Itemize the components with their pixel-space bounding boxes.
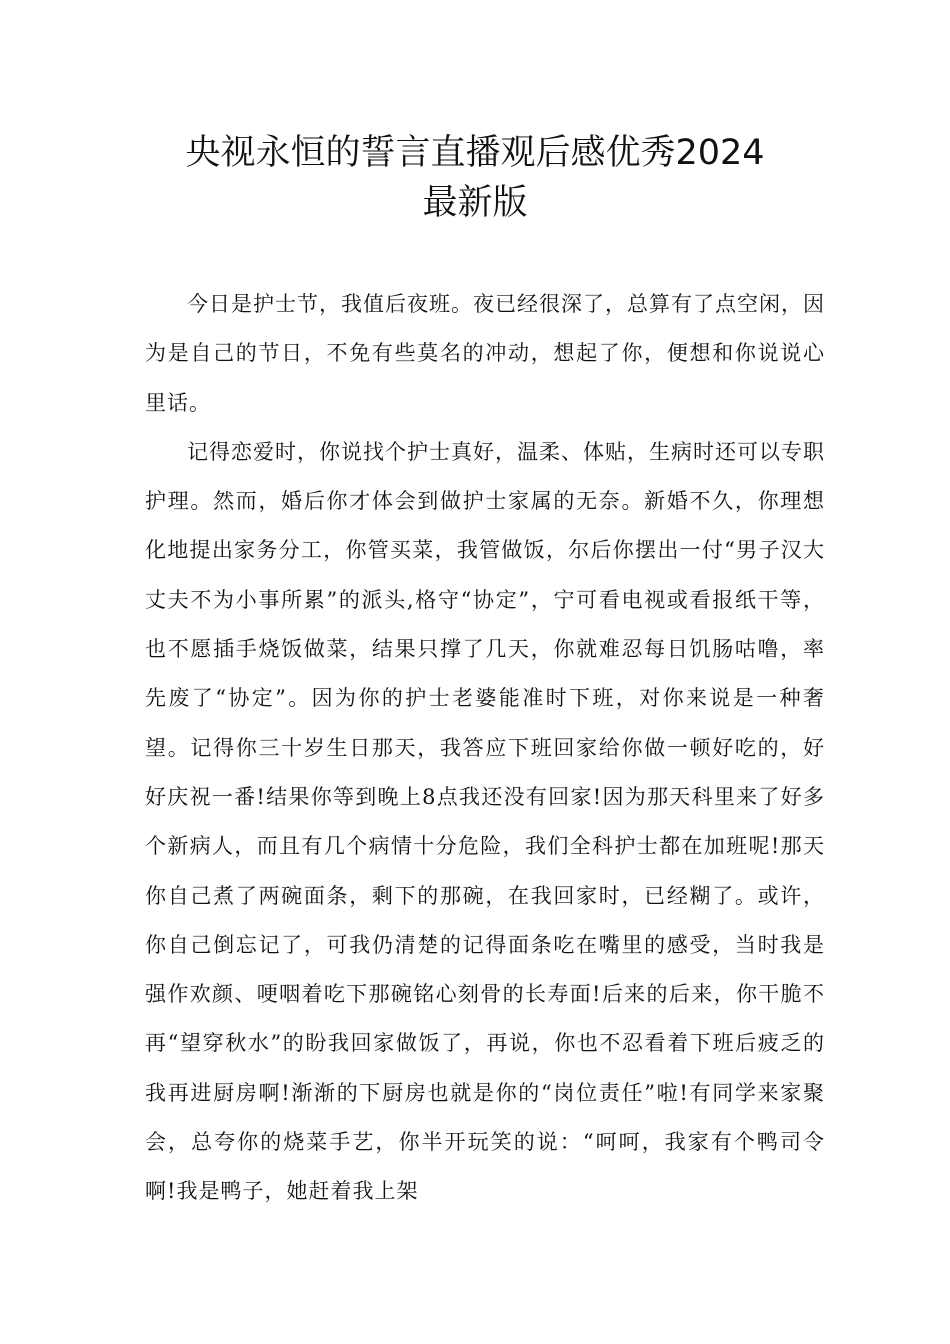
document-title [0,128,950,228]
document-body [145,280,825,1217]
paragraph: 今日是护士节，我值后夜班。夜已经很深了，总算有了点空闲，因为是自己的节日，不免有些莫名的冲动，想起了你，便想和你说说心里话。 [145,292,825,415]
title-line-2: 最新版 [422,183,528,223]
paragraph: 记得恋爱时，你说找个护士真好，温柔、体贴，生病时还可以专职护理。然而，婚后你才体会到做护士家属的无奈。新婚不久，你理想化地提出家务分工，你管买菜，我管做饭，尔后你摆出一付“男子汉大丈夫不为小事所累”的派头,格守“协定”，宁可看电视或看报纸干等，也不愿插手烧饭做菜，结果只撑了几天，你就难忍每日饥肠咕噜，率先废了“协定”。因为你的护士老婆能准时下班，对你来说是一种奢望。记得你三十岁生日那天，我答应下班回家给你做一顿好吃的，好好庆祝一番!结果你等到晚上8点我还没有回家!因为那天科里来了好多个新病人，而且有几个病情十分危险，我们全科护士都在加班呢!那天你自己煮了两碗面条，剩下的那碗，在我回家时，已经糊了。或许，你自己倒忘记了，可我仍清楚的记得面条吃在嘴里的感受，当时我是强作欢颜、哽咽着吃下那碗铭心刻骨的长寿面!后来的后来，你干脆不再“望穿秋水”的盼我回家做饭了，再说，你也不忍看着下班后疲乏的我再进厨房啊!渐渐的下厨房也就是你的“岗位责任”啦!有同学来家聚会，总夸你的烧菜手艺，你半开玩笑的说：“呵呵，我家有个鸭司令啊!我是鸭子，她赶着我上架 [145,439,825,1204]
title-line-1: 央视永恒的誓言直播观后感优秀2024 [185,133,765,173]
